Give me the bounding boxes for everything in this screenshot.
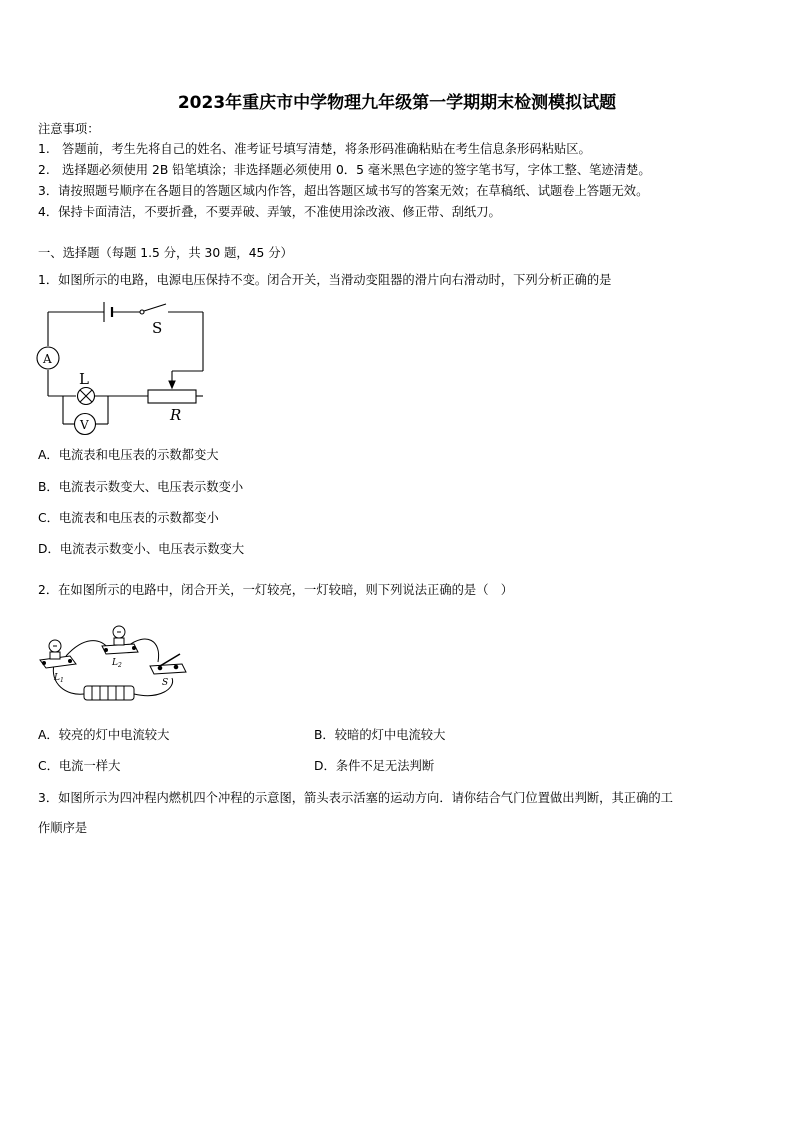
switch-label: S bbox=[152, 319, 163, 337]
rheostat-slider-arrow bbox=[169, 381, 175, 388]
switch-lever bbox=[144, 304, 166, 311]
notice-item-2: 2. 选择题必须使用 2B 铅笔填涂；非选择题必须使用 0．5 毫米黑色字迹的签字笔书写，字体工整、笔迹清楚。 bbox=[38, 163, 651, 177]
q2-option-c: C．电流一样大 bbox=[38, 759, 121, 773]
q1-option-b: B．电流表示数变大、电压表示数变小 bbox=[38, 480, 244, 494]
q2-stem: 2．在如图所示的电路中，闭合开关，一灯较亮，一灯较暗，则下列说法正确的是（ ） bbox=[38, 583, 514, 597]
notice-item-3: 3．请按照题号顺序在各题目的答题区域内作答，超出答题区域书写的答案无效；在草稿纸、试题卷上答题无效。 bbox=[38, 184, 649, 198]
notice-heading: 注意事项： bbox=[38, 122, 100, 136]
q3-stem-line2: 作顺序是 bbox=[38, 821, 88, 835]
voltmeter-label: V bbox=[80, 418, 89, 432]
switch-board bbox=[150, 664, 186, 674]
lamp-l2-label: $L_2$ bbox=[112, 658, 122, 669]
q2-option-d: D．条件不足无法判断 bbox=[314, 759, 435, 773]
q1-stem: 1．如图所示的电路，电源电压保持不变。闭合开关，当滑动变阻器的滑片向右滑动时，下列分析正确的是 bbox=[38, 273, 612, 287]
q3-stem-line1: 3．如图所示为四冲程内燃机四个冲程的示意图，箭头表示活塞的运动方向．请你结合气门位置做出判断，其正确的工 bbox=[38, 791, 673, 805]
q2-circuit-drawing bbox=[36, 622, 192, 714]
q1-option-a: A．电流表和电压表的示数都变大 bbox=[38, 448, 219, 462]
section-heading: 一、选择题（每题 1.5 分，共 30 题，45 分） bbox=[38, 246, 293, 260]
q2-option-a: A．较亮的灯中电流较大 bbox=[38, 728, 170, 742]
notice-item-4: 4．保持卡面清洁，不要折叠，不要弄破、弄皱，不准使用涂改液、修正带、刮纸刀。 bbox=[38, 205, 501, 219]
q2-option-b: B．较暗的灯中电流较大 bbox=[314, 728, 446, 742]
rheostat-label: R bbox=[170, 406, 182, 424]
switch-contact bbox=[140, 310, 144, 314]
q1-option-c: C．电流表和电压表的示数都变小 bbox=[38, 511, 219, 525]
notice-item-1: 1. 答题前，考生先将自己的姓名、准考证号填写清楚，将条形码准确粘贴在考生信息条形码粘贴区。 bbox=[38, 142, 591, 156]
rheostat-body bbox=[148, 390, 196, 403]
page-title: 2023年重庆市中学物理九年级第一学期期末检测模拟试题 bbox=[177, 93, 617, 113]
lamp-label: L bbox=[79, 370, 89, 388]
lamp-l1-label: $L_1$ bbox=[54, 673, 64, 684]
switch-label: S bbox=[162, 678, 169, 688]
ammeter-label: A bbox=[43, 352, 52, 366]
q1-circuit-diagram bbox=[36, 300, 212, 438]
q1-option-d: D．电流表示数变小、电压表示数变大 bbox=[38, 542, 245, 556]
